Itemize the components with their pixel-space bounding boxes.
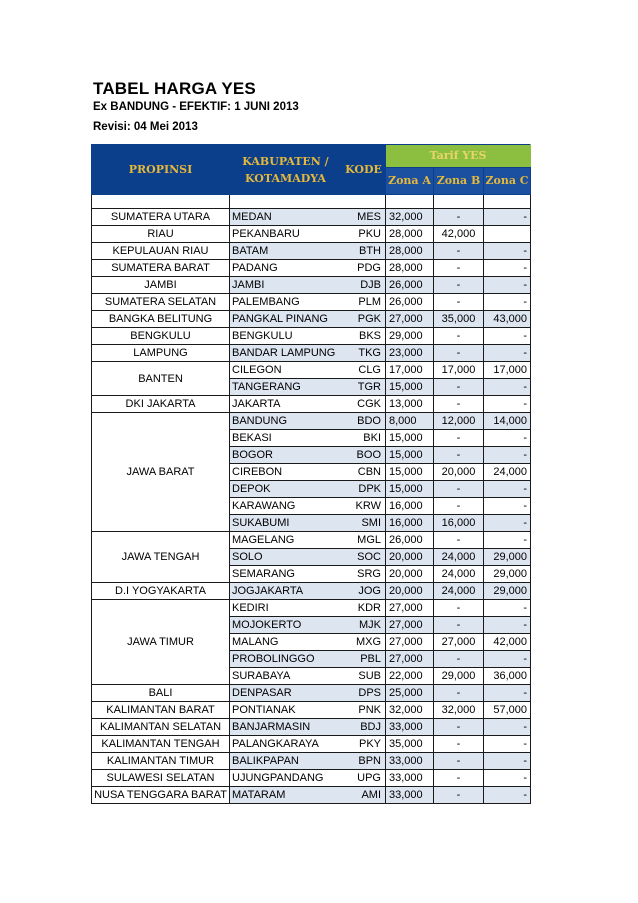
cell-propinsi: BANGKA BELITUNG bbox=[92, 311, 230, 328]
cell-zona-b: 27,000 bbox=[434, 634, 484, 651]
cell-zona-b: - bbox=[434, 787, 484, 804]
cell-kabupaten: BENGKULU bbox=[230, 328, 342, 345]
cell-kabupaten: SEMARANG bbox=[230, 566, 342, 583]
cell-zona-a: 32,000 bbox=[386, 702, 434, 719]
cell-zona-c: - bbox=[484, 515, 531, 532]
cell-zona-b: 12,000 bbox=[434, 413, 484, 430]
table-row bbox=[92, 600, 531, 617]
cell-zona-c: - bbox=[484, 532, 531, 549]
header-zona-a: Zona A bbox=[386, 168, 434, 195]
cell-kode: DJB bbox=[342, 277, 386, 294]
cell-zona-a: 28,000 bbox=[386, 226, 434, 243]
cell-kode: KDR bbox=[342, 600, 386, 617]
cell-propinsi: KALIMANTAN SELATAN bbox=[92, 719, 230, 736]
cell-zona-c: 42,000 bbox=[484, 634, 531, 651]
cell-zona-c: 14,000 bbox=[484, 413, 531, 430]
cell-kabupaten: MALANG bbox=[230, 634, 342, 651]
cell-kode: TKG bbox=[342, 345, 386, 362]
cell-zona-a: 27,000 bbox=[386, 651, 434, 668]
cell-zona-a: 25,000 bbox=[386, 685, 434, 702]
cell-zona-c: - bbox=[484, 770, 531, 787]
cell-kabupaten: MOJOKERTO bbox=[230, 617, 342, 634]
cell-zona-b: - bbox=[434, 532, 484, 549]
cell-propinsi: JAWA TIMUR bbox=[92, 600, 230, 685]
cell-zona-c: - bbox=[484, 600, 531, 617]
table-row bbox=[92, 345, 531, 362]
cell-zona-b: - bbox=[434, 345, 484, 362]
table-row bbox=[92, 770, 531, 787]
cell-zona-c: - bbox=[484, 753, 531, 770]
cell-zona-b: - bbox=[434, 719, 484, 736]
cell-kabupaten: BANDAR LAMPUNG bbox=[230, 345, 342, 362]
cell-zona-b: 35,000 bbox=[434, 311, 484, 328]
cell-zona-a: 15,000 bbox=[386, 430, 434, 447]
cell-kode: BDO bbox=[342, 413, 386, 430]
header-kabupaten: KABUPATEN / KOTAMADYA bbox=[230, 145, 342, 195]
table-row bbox=[92, 260, 531, 277]
cell-zona-a: 33,000 bbox=[386, 770, 434, 787]
cell-kode: BKI bbox=[342, 430, 386, 447]
cell-zona-a: 26,000 bbox=[386, 277, 434, 294]
cell-propinsi: KALIMANTAN TENGAH bbox=[92, 736, 230, 753]
cell-propinsi: SUMATERA UTARA bbox=[92, 209, 230, 226]
cell-zona-b: - bbox=[434, 430, 484, 447]
table-row bbox=[92, 583, 531, 600]
cell-kode: BDJ bbox=[342, 719, 386, 736]
cell-kode: CGK bbox=[342, 396, 386, 413]
table-row bbox=[92, 532, 531, 549]
cell-kabupaten: CILEGON bbox=[230, 362, 342, 379]
cell-propinsi: BALI bbox=[92, 685, 230, 702]
cell-zona-b: 24,000 bbox=[434, 549, 484, 566]
cell-kabupaten: BANJARMASIN bbox=[230, 719, 342, 736]
cell-kode: JOG bbox=[342, 583, 386, 600]
cell-zona-a: 8,000 bbox=[386, 413, 434, 430]
cell-kode: PKY bbox=[342, 736, 386, 753]
cell-kabupaten: SOLO bbox=[230, 549, 342, 566]
cell-kabupaten: JAMBI bbox=[230, 277, 342, 294]
cell-kode: MJK bbox=[342, 617, 386, 634]
cell-zona-c: - bbox=[484, 260, 531, 277]
revision-date: Revisi: 04 Mei 2013 bbox=[93, 121, 198, 133]
cell-propinsi: BENGKULU bbox=[92, 328, 230, 345]
header-zona-b: Zona B bbox=[434, 168, 484, 195]
cell-zona-b: - bbox=[434, 651, 484, 668]
cell-kode: BTH bbox=[342, 243, 386, 260]
cell-zona-b: - bbox=[434, 685, 484, 702]
cell-kabupaten: BALIKPAPAN bbox=[230, 753, 342, 770]
cell-zona-c: - bbox=[484, 243, 531, 260]
cell-zona-a: 28,000 bbox=[386, 243, 434, 260]
table-row bbox=[92, 277, 531, 294]
cell-zona-b: 29,000 bbox=[434, 668, 484, 685]
cell-kode: PNK bbox=[342, 702, 386, 719]
cell-zona-c: - bbox=[484, 498, 531, 515]
cell-propinsi: JAMBI bbox=[92, 277, 230, 294]
cell-zona-b: - bbox=[434, 600, 484, 617]
effective-date-subtitle: Ex BANDUNG - EFEKTIF: 1 JUNI 2013 bbox=[93, 101, 299, 113]
cell-kode: CBN bbox=[342, 464, 386, 481]
cell-zona-a: 28,000 bbox=[386, 260, 434, 277]
cell-zona-b: 32,000 bbox=[434, 702, 484, 719]
cell-kode: PDG bbox=[342, 260, 386, 277]
cell-zona-b: 17,000 bbox=[434, 362, 484, 379]
cell-zona-c: - bbox=[484, 396, 531, 413]
table-row bbox=[92, 362, 531, 379]
cell-kabupaten: DEPOK bbox=[230, 481, 342, 498]
cell-zona-a: 33,000 bbox=[386, 753, 434, 770]
price-table-body bbox=[92, 195, 531, 804]
cell-zona-c: - bbox=[484, 481, 531, 498]
cell-zona-b: - bbox=[434, 396, 484, 413]
table-row bbox=[92, 328, 531, 345]
cell-zona-a: 15,000 bbox=[386, 447, 434, 464]
cell-kabupaten: BOGOR bbox=[230, 447, 342, 464]
cell-kabupaten: JOGJAKARTA bbox=[230, 583, 342, 600]
cell-kode: PBL bbox=[342, 651, 386, 668]
cell-kabupaten: PROBOLINGGO bbox=[230, 651, 342, 668]
table-row bbox=[92, 685, 531, 702]
cell-zona-a: 20,000 bbox=[386, 566, 434, 583]
cell-propinsi: DKI JAKARTA bbox=[92, 396, 230, 413]
cell-zona-b: - bbox=[434, 294, 484, 311]
table-row bbox=[92, 243, 531, 260]
cell-zona-b: - bbox=[434, 498, 484, 515]
cell-zona-c: - bbox=[484, 345, 531, 362]
cell-zona-c: - bbox=[484, 719, 531, 736]
cell-propinsi: D.I YOGYAKARTA bbox=[92, 583, 230, 600]
cell-zona-a: 35,000 bbox=[386, 736, 434, 753]
cell-zona-c: - bbox=[484, 447, 531, 464]
spacer-row bbox=[92, 195, 531, 209]
cell-zona-b: - bbox=[434, 277, 484, 294]
cell-zona-b: - bbox=[434, 481, 484, 498]
cell-kode: TGR bbox=[342, 379, 386, 396]
cell-zona-c: - bbox=[484, 328, 531, 345]
table-row bbox=[92, 413, 531, 430]
cell-kabupaten: BANDUNG bbox=[230, 413, 342, 430]
cell-kode: SUB bbox=[342, 668, 386, 685]
table-row bbox=[92, 311, 531, 328]
cell-propinsi: LAMPUNG bbox=[92, 345, 230, 362]
cell-kode: DPS bbox=[342, 685, 386, 702]
cell-zona-a: 33,000 bbox=[386, 719, 434, 736]
cell-zona-b: - bbox=[434, 447, 484, 464]
cell-kabupaten: PEKANBARU bbox=[230, 226, 342, 243]
cell-kabupaten: PALANGKARAYA bbox=[230, 736, 342, 753]
cell-zona-a: 13,000 bbox=[386, 396, 434, 413]
cell-propinsi: BANTEN bbox=[92, 362, 230, 396]
table-row bbox=[92, 396, 531, 413]
cell-zona-c: - bbox=[484, 294, 531, 311]
cell-zona-b: - bbox=[434, 617, 484, 634]
cell-kabupaten: MATARAM bbox=[230, 787, 342, 804]
cell-zona-a: 27,000 bbox=[386, 600, 434, 617]
cell-kabupaten: BATAM bbox=[230, 243, 342, 260]
cell-zona-a: 22,000 bbox=[386, 668, 434, 685]
table-row bbox=[92, 702, 531, 719]
cell-kode: UPG bbox=[342, 770, 386, 787]
cell-zona-b: 24,000 bbox=[434, 583, 484, 600]
cell-zona-c: - bbox=[484, 787, 531, 804]
cell-zona-c: - bbox=[484, 685, 531, 702]
cell-zona-c: 29,000 bbox=[484, 583, 531, 600]
cell-kode: PGK bbox=[342, 311, 386, 328]
cell-zona-c: 24,000 bbox=[484, 464, 531, 481]
cell-kabupaten: DENPASAR bbox=[230, 685, 342, 702]
header-tarif: Tarif YES bbox=[386, 145, 531, 168]
cell-zona-b: - bbox=[434, 209, 484, 226]
header-propinsi: PROPINSI bbox=[92, 145, 230, 195]
cell-zona-a: 23,000 bbox=[386, 345, 434, 362]
cell-kode: MGL bbox=[342, 532, 386, 549]
cell-kode: PLM bbox=[342, 294, 386, 311]
table-row bbox=[92, 753, 531, 770]
cell-kode: BPN bbox=[342, 753, 386, 770]
cell-kode: BOO bbox=[342, 447, 386, 464]
cell-zona-c: - bbox=[484, 617, 531, 634]
cell-kode: SRG bbox=[342, 566, 386, 583]
cell-propinsi: RIAU bbox=[92, 226, 230, 243]
cell-propinsi: JAWA BARAT bbox=[92, 413, 230, 532]
cell-kabupaten: UJUNGPANDANG bbox=[230, 770, 342, 787]
cell-kabupaten: PADANG bbox=[230, 260, 342, 277]
table-row bbox=[92, 719, 531, 736]
cell-zona-a: 20,000 bbox=[386, 549, 434, 566]
cell-zona-c: - bbox=[484, 430, 531, 447]
cell-zona-b: - bbox=[434, 770, 484, 787]
cell-zona-b: - bbox=[434, 379, 484, 396]
cell-zona-c: - bbox=[484, 736, 531, 753]
cell-zona-c: 36,000 bbox=[484, 668, 531, 685]
cell-kabupaten: PANGKAL PINANG bbox=[230, 311, 342, 328]
cell-zona-a: 16,000 bbox=[386, 515, 434, 532]
price-table bbox=[91, 144, 531, 804]
cell-kode: DPK bbox=[342, 481, 386, 498]
cell-zona-b: - bbox=[434, 753, 484, 770]
cell-kabupaten: CIREBON bbox=[230, 464, 342, 481]
cell-zona-c: - bbox=[484, 277, 531, 294]
table-row bbox=[92, 226, 531, 243]
cell-kode: PKU bbox=[342, 226, 386, 243]
cell-propinsi: SUMATERA SELATAN bbox=[92, 294, 230, 311]
cell-zona-b: 20,000 bbox=[434, 464, 484, 481]
cell-kode: CLG bbox=[342, 362, 386, 379]
cell-propinsi: KALIMANTAN BARAT bbox=[92, 702, 230, 719]
cell-zona-c: - bbox=[484, 651, 531, 668]
cell-zona-c: 43,000 bbox=[484, 311, 531, 328]
table-row bbox=[92, 787, 531, 804]
table-row bbox=[92, 294, 531, 311]
header-zona-c: Zona C bbox=[484, 168, 531, 195]
cell-kode: SMI bbox=[342, 515, 386, 532]
cell-kabupaten: PONTIANAK bbox=[230, 702, 342, 719]
cell-kode: AMI bbox=[342, 787, 386, 804]
cell-kabupaten: SUKABUMI bbox=[230, 515, 342, 532]
cell-zona-a: 32,000 bbox=[386, 209, 434, 226]
cell-zona-c: - bbox=[484, 209, 531, 226]
cell-zona-b: 24,000 bbox=[434, 566, 484, 583]
cell-zona-b: 42,000 bbox=[434, 226, 484, 243]
cell-kabupaten: KARAWANG bbox=[230, 498, 342, 515]
cell-zona-a: 15,000 bbox=[386, 481, 434, 498]
cell-zona-c: 29,000 bbox=[484, 549, 531, 566]
cell-zona-a: 17,000 bbox=[386, 362, 434, 379]
cell-zona-b: 16,000 bbox=[434, 515, 484, 532]
cell-kabupaten: JAKARTA bbox=[230, 396, 342, 413]
cell-zona-c: - bbox=[484, 379, 531, 396]
cell-propinsi: KALIMANTAN TIMUR bbox=[92, 753, 230, 770]
cell-zona-b: - bbox=[434, 328, 484, 345]
cell-propinsi: SULAWESI SELATAN bbox=[92, 770, 230, 787]
cell-kode: BKS bbox=[342, 328, 386, 345]
cell-zona-c bbox=[484, 226, 531, 243]
cell-zona-a: 20,000 bbox=[386, 583, 434, 600]
cell-zona-a: 15,000 bbox=[386, 379, 434, 396]
cell-zona-b: - bbox=[434, 736, 484, 753]
table-row bbox=[92, 209, 531, 226]
table-row bbox=[92, 736, 531, 753]
cell-zona-c: 17,000 bbox=[484, 362, 531, 379]
cell-propinsi: KEPULAUAN RIAU bbox=[92, 243, 230, 260]
cell-zona-a: 15,000 bbox=[386, 464, 434, 481]
cell-zona-a: 27,000 bbox=[386, 617, 434, 634]
cell-kabupaten: KEDIRI bbox=[230, 600, 342, 617]
cell-zona-a: 16,000 bbox=[386, 498, 434, 515]
cell-zona-a: 33,000 bbox=[386, 787, 434, 804]
cell-zona-c: 29,000 bbox=[484, 566, 531, 583]
cell-propinsi: NUSA TENGGARA BARAT bbox=[92, 787, 230, 804]
header-kode: KODE bbox=[342, 145, 386, 195]
cell-zona-a: 26,000 bbox=[386, 294, 434, 311]
cell-zona-b: - bbox=[434, 260, 484, 277]
cell-kabupaten: MAGELANG bbox=[230, 532, 342, 549]
page-title: TABEL HARGA YES bbox=[93, 79, 256, 98]
cell-kabupaten: TANGERANG bbox=[230, 379, 342, 396]
cell-zona-a: 26,000 bbox=[386, 532, 434, 549]
cell-kode: MXG bbox=[342, 634, 386, 651]
cell-zona-a: 27,000 bbox=[386, 311, 434, 328]
cell-kode: MES bbox=[342, 209, 386, 226]
cell-zona-a: 27,000 bbox=[386, 634, 434, 651]
cell-kode: SOC bbox=[342, 549, 386, 566]
cell-propinsi: JAWA TENGAH bbox=[92, 532, 230, 583]
cell-propinsi: SUMATERA BARAT bbox=[92, 260, 230, 277]
cell-kabupaten: SURABAYA bbox=[230, 668, 342, 685]
cell-zona-a: 29,000 bbox=[386, 328, 434, 345]
cell-kode: KRW bbox=[342, 498, 386, 515]
cell-kabupaten: PALEMBANG bbox=[230, 294, 342, 311]
cell-kabupaten: BEKASI bbox=[230, 430, 342, 447]
cell-zona-c: 57,000 bbox=[484, 702, 531, 719]
cell-zona-b: - bbox=[434, 243, 484, 260]
cell-kabupaten: MEDAN bbox=[230, 209, 342, 226]
